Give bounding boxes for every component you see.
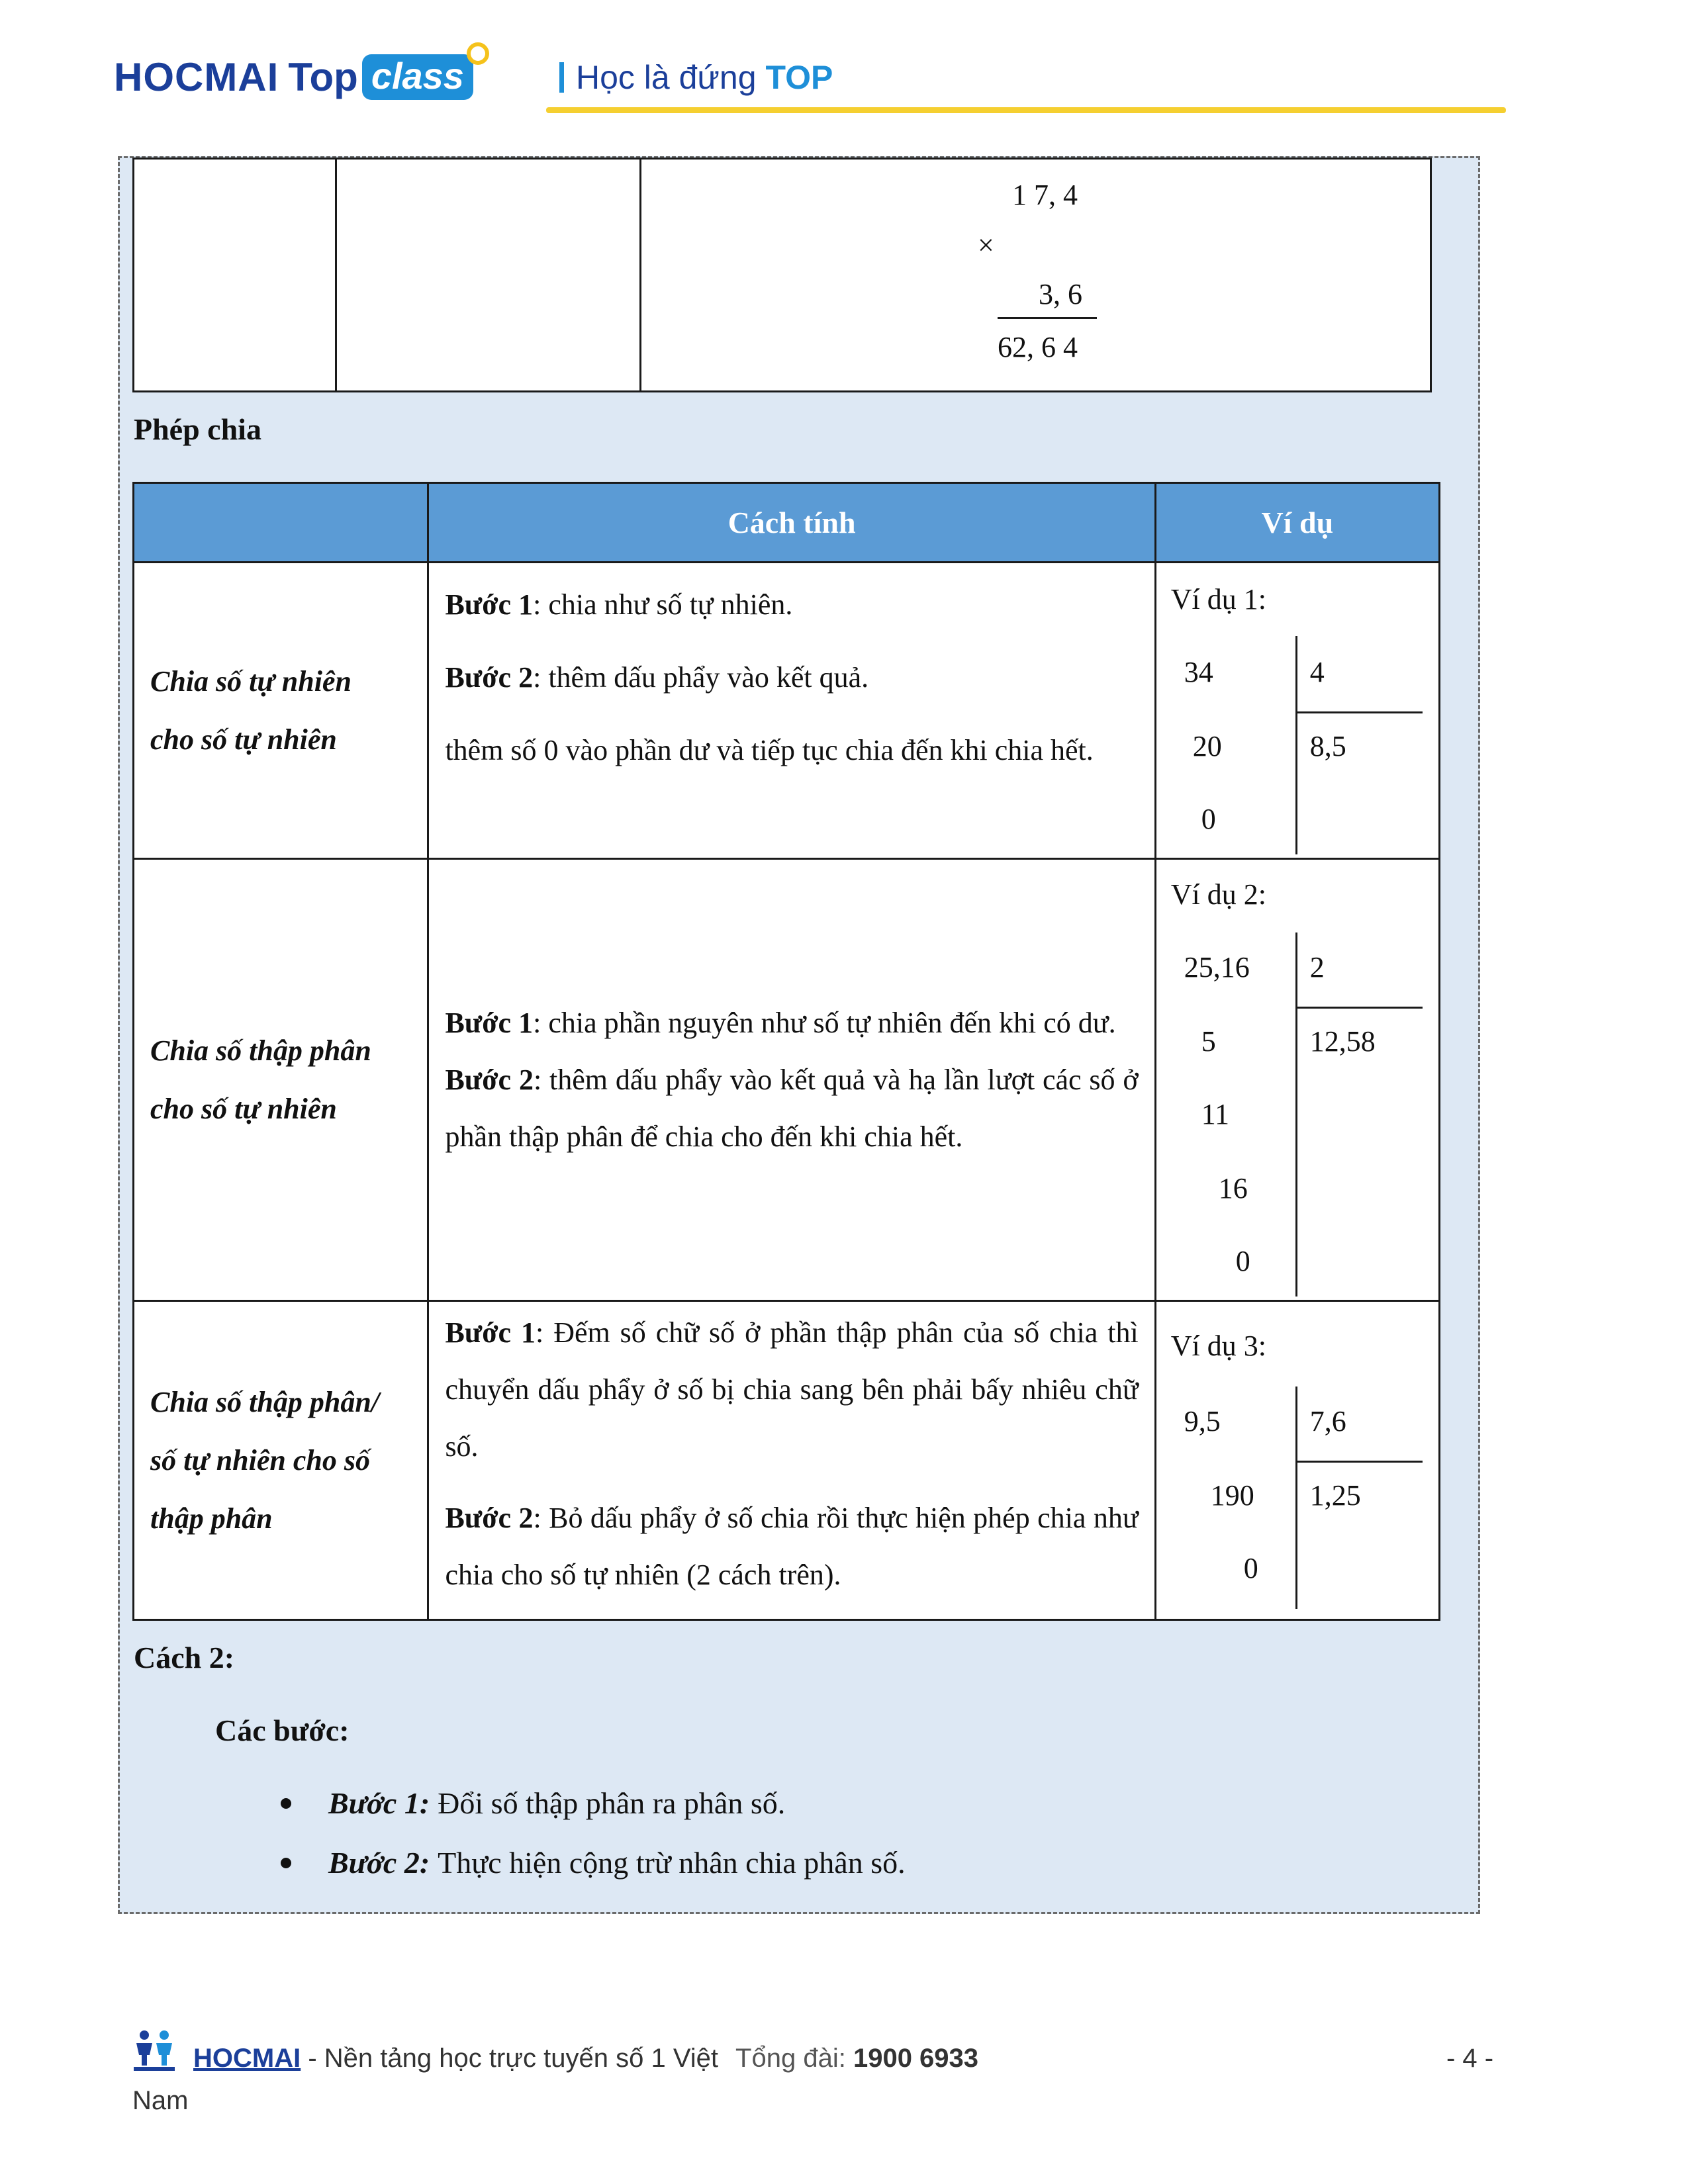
multiplier: 3, 6	[1039, 278, 1082, 310]
division-vertical-line	[1295, 1387, 1297, 1609]
row-name-line: cho số tự nhiên	[150, 1092, 337, 1125]
dividend: 25,16	[1184, 951, 1250, 983]
division-horizontal-line	[1295, 1461, 1423, 1463]
row-name-line: số tự nhiên cho số	[150, 1443, 370, 1477]
division-title: Phép chia	[134, 412, 261, 446]
quotient: 1,25	[1309, 1479, 1361, 1512]
division-vertical-line	[1295, 636, 1297, 854]
sun-icon	[467, 42, 489, 65]
row-method	[428, 1301, 1155, 1620]
list-item	[281, 1786, 785, 1821]
quotient: 12,58	[1309, 1025, 1376, 1058]
row-name	[134, 859, 428, 1301]
logo-hocmai: HOCMAI	[114, 55, 279, 99]
slogan-divider	[559, 62, 564, 93]
method2-title: Cách 2:	[134, 1641, 235, 1674]
row-example	[1155, 563, 1439, 859]
footer-brand-link[interactable]: HOCMAI	[193, 2044, 301, 2073]
row-method	[428, 859, 1155, 1301]
dividend: 34	[1184, 656, 1213, 688]
remainder: 190	[1210, 1479, 1254, 1512]
table-cell	[134, 159, 336, 392]
step-1: Bước 1: chia phần nguyên như số tự nhiên đến khi có dư.	[445, 1006, 1116, 1039]
row-name	[134, 1301, 428, 1620]
step-text: Đổi số thập phân ra phân số.	[438, 1786, 786, 1820]
header-empty	[134, 483, 428, 563]
method2-steps-title: Các bước:	[215, 1713, 350, 1747]
slogan-text: Học là đứng	[576, 59, 757, 96]
division-table	[132, 482, 1440, 1621]
row-method	[428, 563, 1155, 859]
footer-hotline-label: Tổng đài:	[735, 2044, 846, 2073]
remainder: 0	[1243, 1552, 1258, 1584]
division-horizontal-line	[1295, 1007, 1423, 1009]
step-text: Thực hiện cộng trừ nhân chia phân số.	[438, 1846, 906, 1880]
times-sign: ×	[978, 229, 994, 261]
hocmai-topclass-logo	[114, 54, 473, 100]
logo-class: class	[362, 54, 473, 100]
remainder: 0	[1201, 803, 1216, 835]
row-name	[134, 563, 428, 859]
table-cell	[336, 159, 641, 392]
row-name-line: Chia số thập phân	[150, 1034, 371, 1067]
header-underline	[546, 107, 1506, 113]
step-label: Bước 2:	[328, 1846, 430, 1880]
multiplicand: 1 7, 4	[1012, 179, 1078, 211]
divisor: 4	[1309, 656, 1325, 688]
footer-hotline-number: 1900 6933	[853, 2044, 979, 2073]
header-example: Ví dụ	[1155, 483, 1439, 563]
row-name-line: thập phân	[150, 1502, 273, 1535]
step-extra: thêm số 0 vào phần dư và tiếp tục chia đến khi chia hết.	[445, 734, 1094, 766]
quotient: 8,5	[1309, 730, 1346, 762]
example-label: Ví dụ 1:	[1170, 583, 1266, 615]
remainder: 20	[1192, 730, 1222, 762]
multiplication-table	[132, 158, 1432, 392]
example-label: Ví dụ 2:	[1170, 878, 1266, 911]
division-horizontal-line	[1295, 711, 1423, 713]
slogan-highlight: TOP	[765, 59, 833, 96]
remainder: 16	[1218, 1172, 1248, 1205]
divisor: 2	[1309, 951, 1325, 983]
bullet-icon	[281, 1798, 291, 1809]
remainder: 11	[1201, 1098, 1230, 1130]
slogan	[559, 58, 833, 97]
division-vertical-line	[1295, 933, 1297, 1297]
row-name-line: Chia số thập phân/	[150, 1385, 380, 1418]
hocmai-people-icon	[132, 2028, 176, 2072]
footer-text	[193, 2044, 978, 2073]
header-method: Cách tính	[428, 483, 1155, 563]
dividend: 9,5	[1184, 1405, 1221, 1437]
row-name-line: Chia số tự nhiên	[150, 664, 352, 698]
list-item	[281, 1845, 906, 1880]
result-line	[998, 317, 1097, 319]
step-1: Bước 1: Đếm số chữ số ở phần thập phân của số chia thì chuyển dấu phẩy ở số bị chia sang bên phải bấy nhiêu chữ số.	[445, 1316, 1139, 1463]
footer-tagline-cont: Nam	[132, 2086, 189, 2115]
remainder: 5	[1201, 1025, 1216, 1058]
divisor: 7,6	[1309, 1405, 1346, 1437]
row-name-line: cho số tự nhiên	[150, 723, 337, 756]
multiplication-cell	[641, 159, 1431, 392]
row-example	[1155, 1301, 1439, 1620]
step-2: Bước 2: Bỏ dấu phẩy ở số chia rồi thực hiện phép chia như chia cho số tự nhiên (2 cách trên).	[445, 1502, 1139, 1591]
bullet-icon	[281, 1858, 291, 1868]
step-label: Bước 1:	[328, 1786, 430, 1820]
example-label: Ví dụ 3:	[1170, 1330, 1266, 1362]
remainder: 0	[1235, 1245, 1250, 1277]
step-1: Bước 1: chia như số tự nhiên.	[445, 588, 793, 621]
row-example	[1155, 859, 1439, 1301]
page-number: - 4 -	[1446, 2044, 1494, 2073]
logo-top: Top	[288, 55, 358, 99]
step-2: Bước 2: thêm dấu phẩy vào kết quả và hạ lần lượt các số ở phần thập phân để chia cho đến khi chia hết.	[445, 1063, 1139, 1153]
product: 62, 6 4	[998, 331, 1078, 363]
step-2: Bước 2: thêm dấu phẩy vào kết quả.	[445, 661, 869, 694]
footer-tagline: - Nền tảng học trực tuyến số 1 Việt	[301, 2044, 719, 2073]
